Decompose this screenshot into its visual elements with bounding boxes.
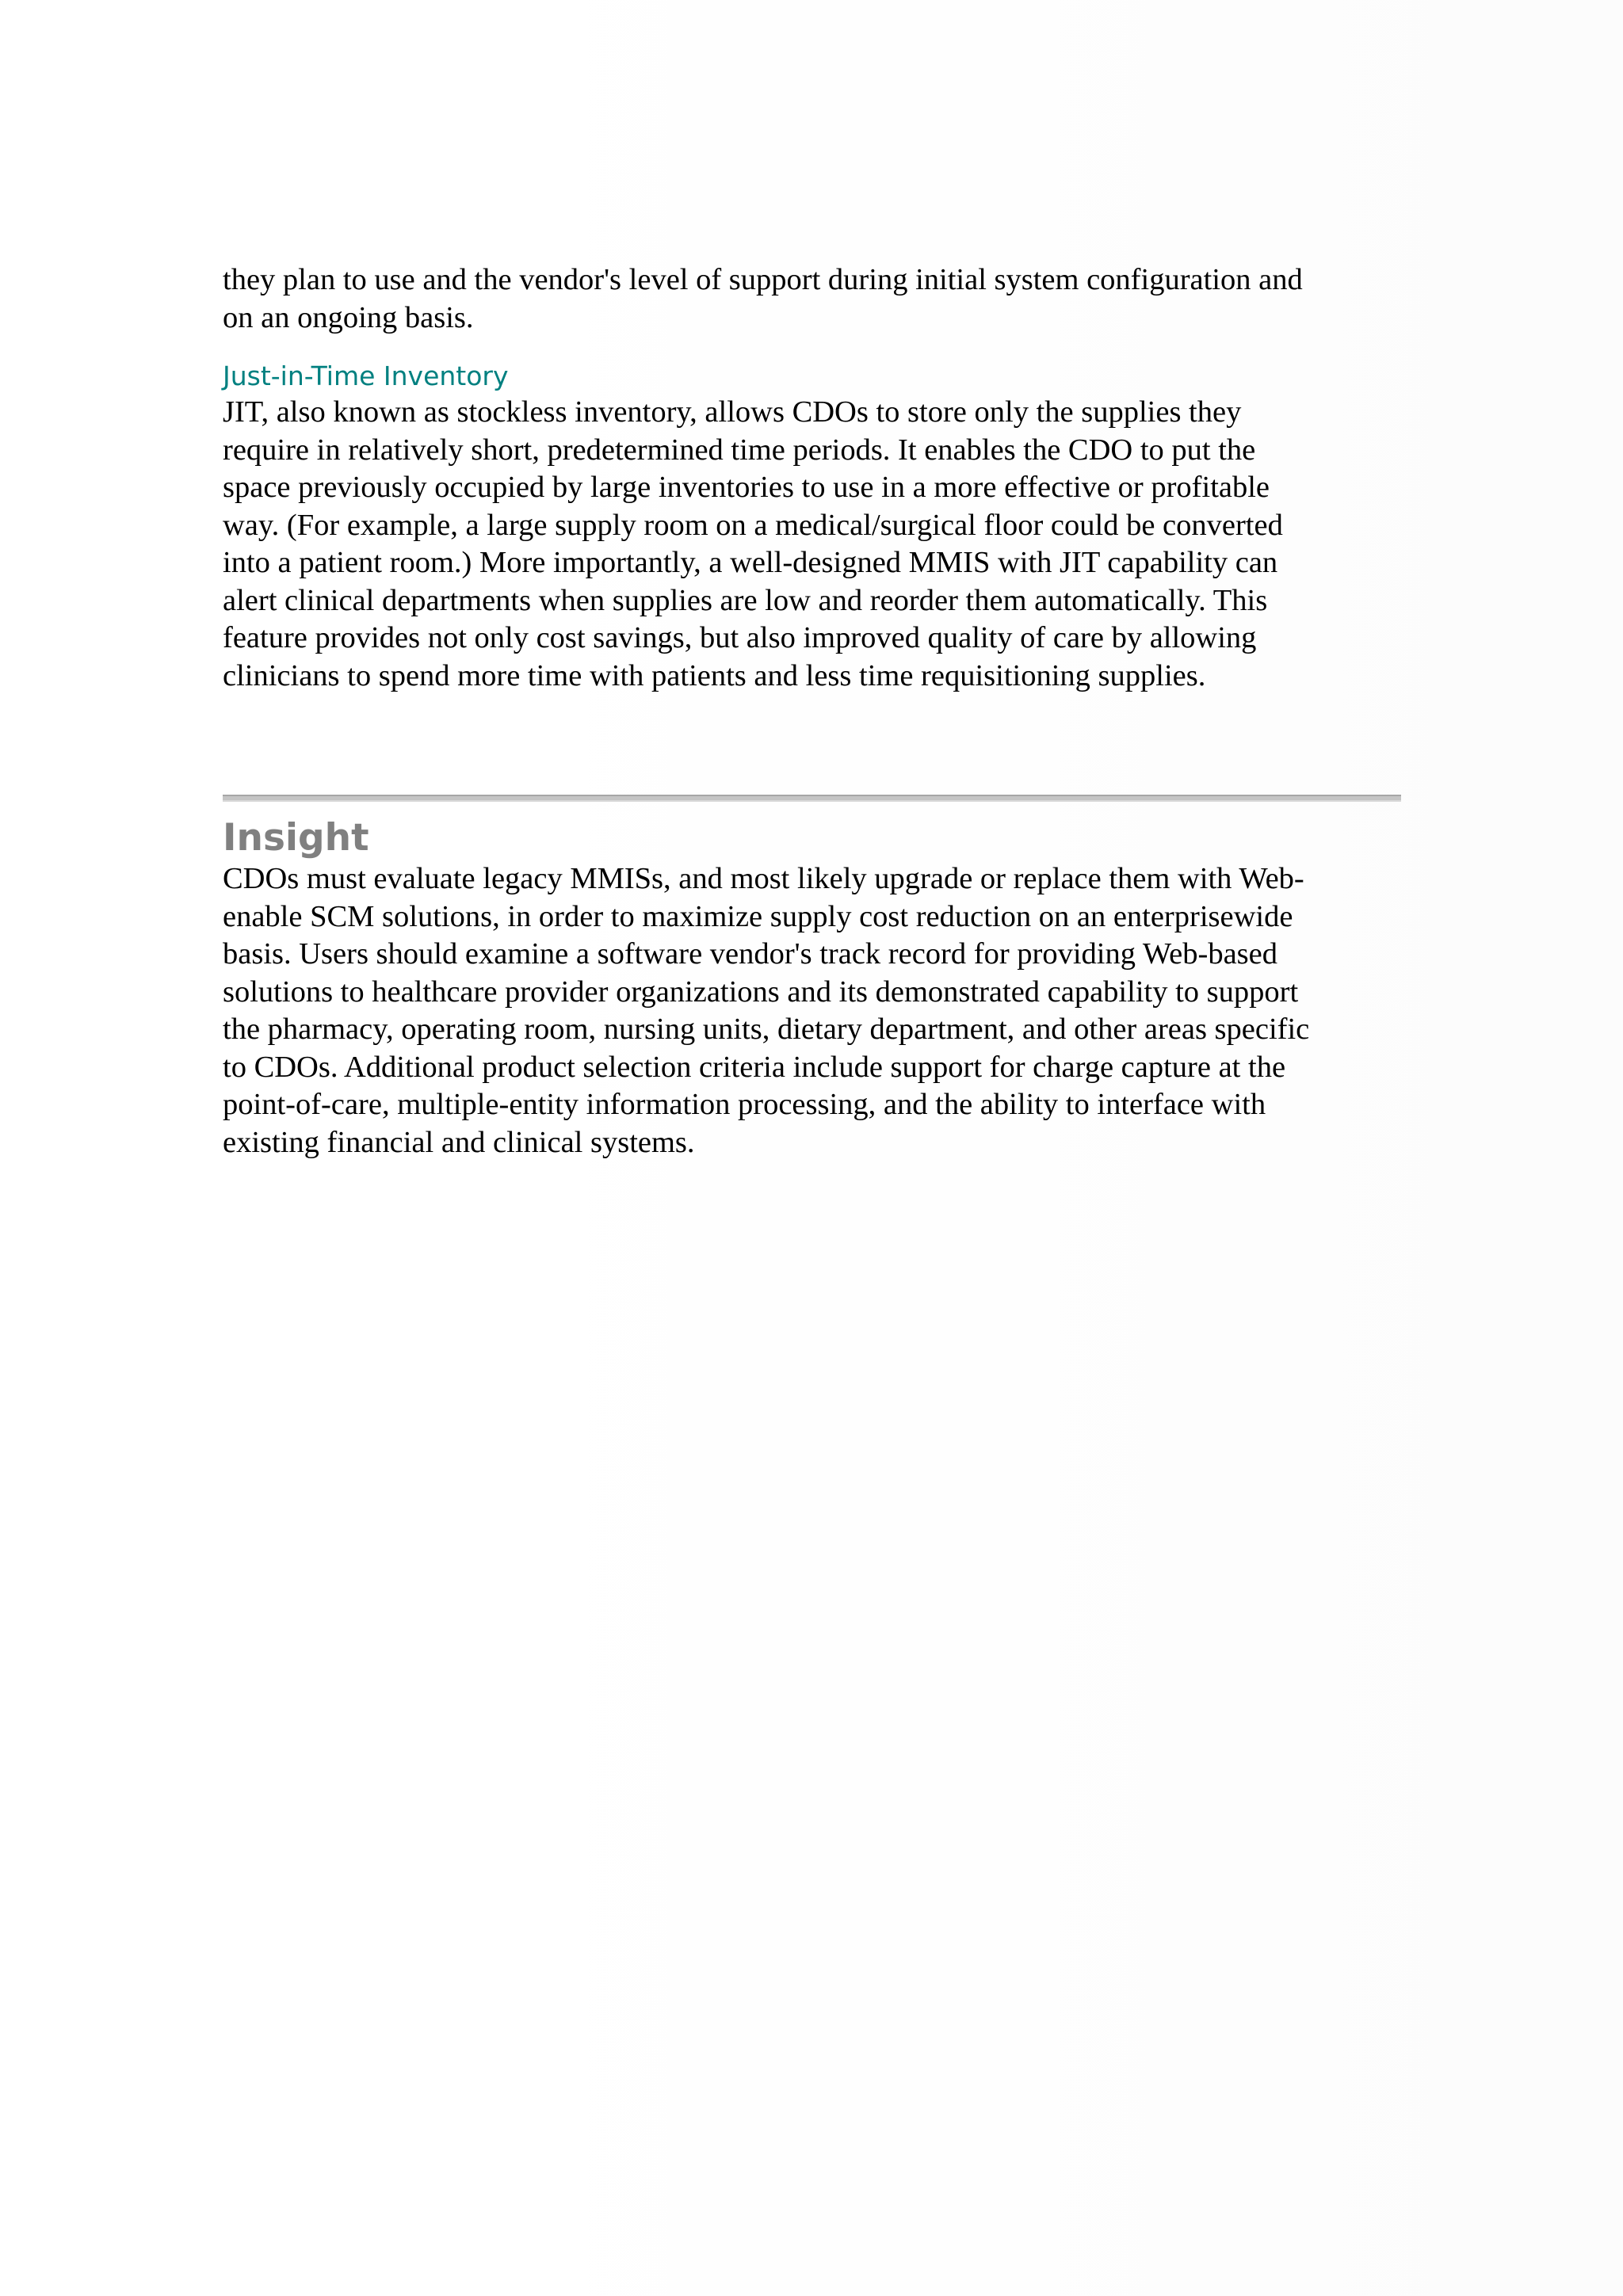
- text-line: alert clinical departments when supplies are low and reorder them automatically. This: [223, 583, 1268, 617]
- text-line: the pharmacy, operating room, nursing units, dietary department, and other areas specific: [223, 1013, 1310, 1046]
- text-line: feature provides not only cost savings, but also improved quality of care by allowing: [223, 621, 1257, 654]
- insight-title: Insight: [223, 816, 369, 860]
- text-line: enable SCM solutions, in order to maximize supply cost reduction on an enterprisewide: [223, 899, 1293, 933]
- text-line: they plan to use and the vendor's level of support during initial system configuration and: [223, 263, 1303, 296]
- text-line: require in relatively short, predetermined time periods. It enables the CDO to put the: [223, 433, 1256, 467]
- text-line: existing financial and clinical systems.: [223, 1125, 695, 1159]
- text-line: clinicians to spend more time with patients and less time requisitioning supplies.: [223, 658, 1206, 692]
- text-line: way. (For example, a large supply room on a medical/surgical floor could be converted: [223, 508, 1283, 542]
- jit-subheading: Just-in-Time Inventory: [223, 360, 509, 391]
- text-line: solutions to healthcare provider organizations and its demonstrated capability to support: [223, 974, 1299, 1009]
- page-content: [223, 261, 1403, 1161]
- text-line: basis. Users should examine a software vendor's track record for providing Web-based: [223, 937, 1277, 971]
- text-line: space previously occupied by large inventories to use in a more effective or profitable: [223, 471, 1270, 504]
- text-line: point-of-care, multiple-entity information processing, and the ability to interface with: [223, 1088, 1266, 1121]
- text-line: CDOs must evaluate legacy MMISs, and most likely upgrade or replace them with Web-: [223, 862, 1304, 895]
- text-line: on an ongoing basis.: [223, 300, 474, 334]
- text-line: to CDOs. Additional product selection criteria include support for charge capture at the: [223, 1050, 1286, 1084]
- text-line: JIT, also known as stockless inventory, allows CDOs to store only the supplies they: [223, 395, 1242, 429]
- section-divider: [223, 795, 1401, 802]
- jit-paragraph: [223, 394, 1403, 695]
- insight-paragraph: [223, 860, 1403, 1161]
- intro-paragraph: [223, 261, 1403, 337]
- text-line: into a patient room.) More importantly, a well-designed MMIS with JIT capability can: [223, 546, 1278, 579]
